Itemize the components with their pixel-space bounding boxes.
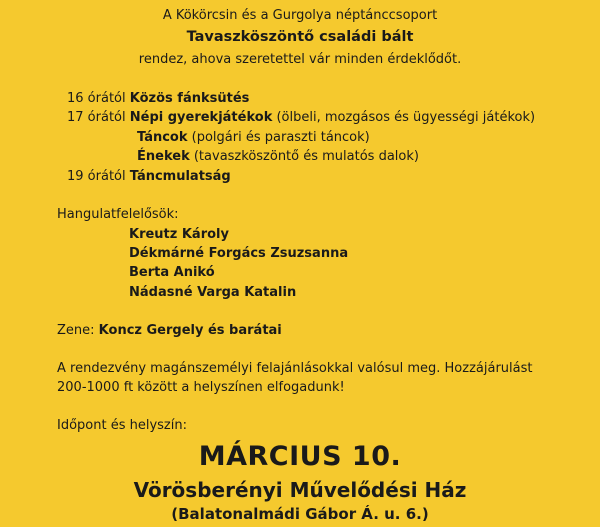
program-time: 17 órától bbox=[67, 110, 126, 125]
program-item bbox=[67, 169, 231, 184]
event-title: Tavaszköszöntő családi bált bbox=[186, 29, 414, 45]
notice-line: 200-1000 ft között a helyszínen elfogadunk! bbox=[57, 380, 345, 395]
program-time: 19 órától bbox=[67, 169, 126, 184]
music-label: Zene: bbox=[57, 323, 95, 338]
event-venue: Vörösberényi Művelődési Ház bbox=[133, 478, 467, 502]
host-name: Nádasné Varga Katalin bbox=[129, 285, 297, 300]
program-name: Közös fánksütés bbox=[129, 91, 250, 106]
music-value: Koncz Gergely és barátai bbox=[98, 323, 282, 338]
host-name: Kreutz Károly bbox=[129, 227, 229, 242]
program-name: Táncmulatság bbox=[129, 169, 231, 184]
event-date: MÁRCIUS 10. bbox=[198, 441, 402, 472]
program-item bbox=[67, 91, 249, 106]
program-name: Táncok bbox=[137, 130, 188, 145]
program-item bbox=[67, 110, 535, 125]
program-note: (ölbeli, mozgásos és ügyességi játékok) bbox=[276, 110, 536, 125]
subtitle-line: rendez, ahova szeretettel vár minden érdeklődőt. bbox=[138, 52, 462, 67]
program-time: 16 órától bbox=[67, 91, 126, 106]
program-note: (polgári és paraszti táncok) bbox=[191, 130, 370, 145]
program-name: Énekek bbox=[137, 149, 190, 164]
intro-line: A Kökörcsin és a Gurgolya néptánccsoport bbox=[162, 8, 438, 23]
host-name: Dékmárné Forgács Zsuzsanna bbox=[129, 246, 349, 261]
notice-line: A rendezvény magánszemélyi felajánlásokkal valósul meg. Hozzájárulást bbox=[57, 361, 533, 376]
music-line bbox=[57, 323, 282, 338]
location-label: Időpont és helyszín: bbox=[57, 418, 187, 433]
hosts-label: Hangulatfelelősök: bbox=[57, 207, 179, 222]
program-note: (tavaszköszöntő és mulatós dalok) bbox=[193, 149, 419, 164]
program-name: Népi gyerekjátékok bbox=[129, 110, 273, 125]
program-item bbox=[137, 149, 419, 164]
event-address: (Balatonalmádi Gábor Á. u. 6.) bbox=[171, 505, 429, 523]
host-name: Berta Anikó bbox=[129, 265, 215, 280]
program-item bbox=[137, 130, 370, 145]
